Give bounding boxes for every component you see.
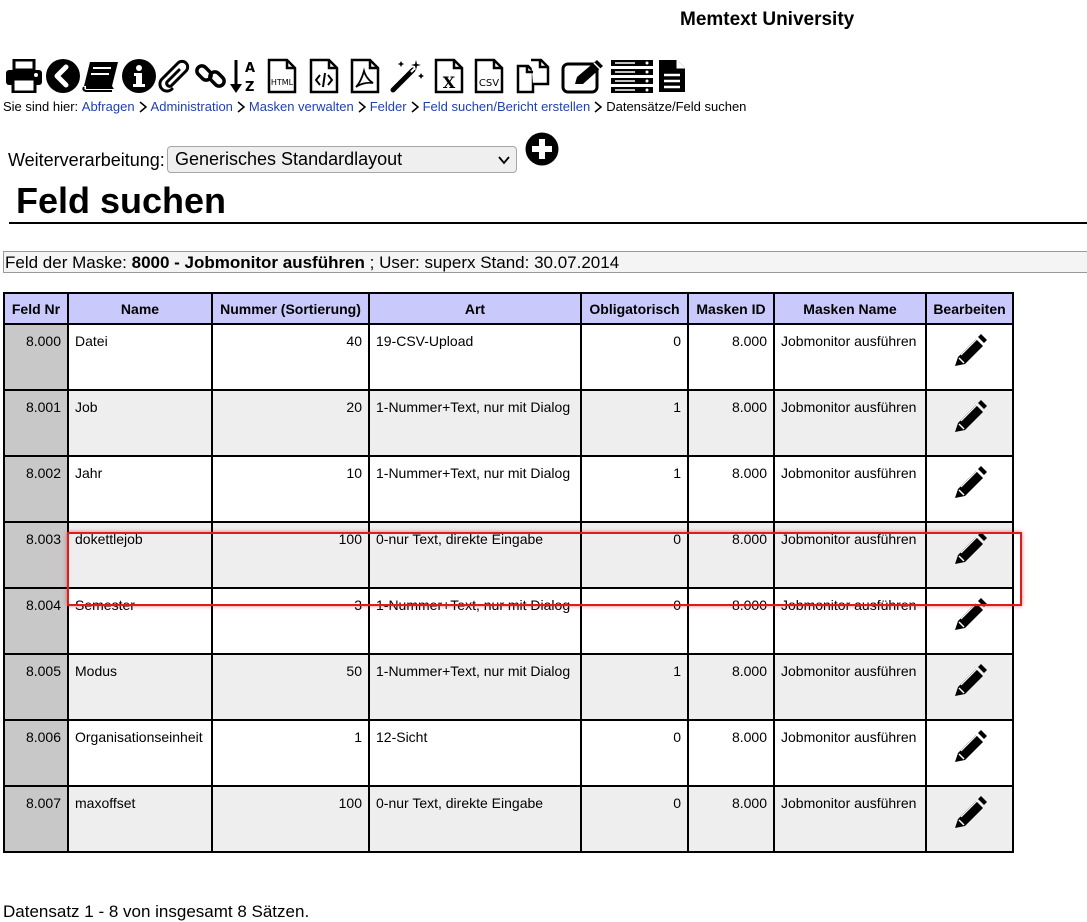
title-divider xyxy=(9,222,1087,224)
breadcrumb-link-abfragen[interactable]: Abfragen xyxy=(81,99,135,114)
cell-masken-id: 8.000 xyxy=(688,522,774,588)
cell-feld-nr: 8.001 xyxy=(4,390,68,456)
col-header-feld-nr[interactable]: Feld Nr xyxy=(4,293,68,324)
chevron-down-icon xyxy=(498,155,510,165)
cell-bearbeiten xyxy=(926,588,1013,654)
cell-art: 12-Sicht xyxy=(369,720,581,786)
col-header-masken-name[interactable]: Masken Name xyxy=(774,293,926,324)
edit-pencil-icon[interactable] xyxy=(952,333,988,370)
cell-masken-id: 8.000 xyxy=(688,390,774,456)
mask-info-bar xyxy=(3,251,1087,273)
col-header-nummer[interactable]: Nummer (Sortierung) xyxy=(212,293,369,324)
cell-feld-nr: 8.004 xyxy=(4,588,68,654)
chevron-right-icon xyxy=(234,100,248,114)
cell-feld-nr: 8.003 xyxy=(4,522,68,588)
table-row xyxy=(4,324,1013,390)
mask-info-prefix: Feld der Maske: xyxy=(5,253,132,272)
edit-pencil-icon[interactable] xyxy=(952,531,988,568)
cell-art: 19-CSV-Upload xyxy=(369,324,581,390)
chevron-right-icon xyxy=(136,100,150,114)
cell-nummer: 100 xyxy=(212,522,369,588)
table-row xyxy=(4,522,1013,588)
edit-pencil-icon[interactable] xyxy=(952,465,988,502)
record-count: Datensatz 1 - 8 von insgesamt 8 Sätzen. xyxy=(3,902,310,921)
toolbar xyxy=(4,56,689,96)
table-row xyxy=(4,786,1013,852)
cell-bearbeiten xyxy=(926,720,1013,786)
cell-bearbeiten xyxy=(926,456,1013,522)
csv-file-icon[interactable] xyxy=(469,56,509,96)
cell-masken-name: Jobmonitor ausführen xyxy=(774,522,926,588)
cell-feld-nr: 8.000 xyxy=(4,324,68,390)
table-row xyxy=(4,588,1013,654)
cell-masken-name: Jobmonitor ausführen xyxy=(774,720,926,786)
cell-bearbeiten xyxy=(926,324,1013,390)
cell-nummer: 40 xyxy=(212,324,369,390)
cell-nummer: 20 xyxy=(212,390,369,456)
server-list-icon[interactable] xyxy=(609,56,655,96)
col-header-art[interactable]: Art xyxy=(369,293,581,324)
cell-masken-name: Jobmonitor ausführen xyxy=(774,786,926,852)
cell-nummer: 10 xyxy=(212,456,369,522)
books-icon[interactable] xyxy=(82,56,120,96)
breadcrumb-link-administration[interactable]: Administration xyxy=(150,99,233,114)
table-row xyxy=(4,456,1013,522)
svg-text:A: A xyxy=(245,61,256,76)
cell-art: 0-nur Text, direkte Eingabe xyxy=(369,522,581,588)
info-icon[interactable] xyxy=(120,56,157,96)
copy-files-icon[interactable] xyxy=(509,56,559,96)
magic-wand-icon[interactable] xyxy=(385,56,429,96)
col-header-obligatorisch[interactable]: Obligatorisch xyxy=(581,293,688,324)
table-row xyxy=(4,390,1013,456)
cell-masken-id: 8.000 xyxy=(688,720,774,786)
col-header-name[interactable]: Name xyxy=(68,293,212,324)
edit-pencil-icon[interactable] xyxy=(952,399,988,436)
edit-pencil-icon[interactable] xyxy=(952,597,988,634)
cell-name: Organisationseinheit xyxy=(68,720,212,786)
cell-name: Job xyxy=(68,390,212,456)
cell-art: 1-Nummer+Text, nur mit Dialog xyxy=(369,588,581,654)
chevron-right-icon xyxy=(355,100,369,114)
cell-obligatorisch: 0 xyxy=(581,324,688,390)
weiterverarbeitung-select[interactable] xyxy=(167,146,517,173)
cell-bearbeiten xyxy=(926,786,1013,852)
chevron-right-icon xyxy=(408,100,422,114)
code-file-icon[interactable] xyxy=(303,56,345,96)
cell-masken-id: 8.000 xyxy=(688,456,774,522)
breadcrumb-link-felder[interactable]: Felder xyxy=(369,99,407,114)
edit-pencil-icon[interactable] xyxy=(952,795,988,832)
cell-art: 1-Nummer+Text, nur mit Dialog xyxy=(369,456,581,522)
cell-art: 1-Nummer+Text, nur mit Dialog xyxy=(369,390,581,456)
results-table xyxy=(3,292,1014,853)
cell-masken-id: 8.000 xyxy=(688,588,774,654)
html-label: HTML xyxy=(270,78,294,87)
cell-masken-name: Jobmonitor ausführen xyxy=(774,324,926,390)
cell-obligatorisch: 1 xyxy=(581,654,688,720)
add-button[interactable] xyxy=(525,132,559,171)
breadcrumb-current: Datensätze/Feld suchen xyxy=(606,99,747,114)
edit-pencil-icon[interactable] xyxy=(952,663,988,700)
link-icon[interactable] xyxy=(193,56,229,96)
breadcrumb xyxy=(3,99,746,114)
university-title: Memtext University xyxy=(680,9,855,30)
cell-feld-nr: 8.005 xyxy=(4,654,68,720)
html-file-icon[interactable] xyxy=(261,56,303,96)
cell-obligatorisch: 1 xyxy=(581,456,688,522)
weiterverarbeitung-label: Weiterverarbeitung: xyxy=(8,149,165,170)
edit-note-icon[interactable] xyxy=(559,56,609,96)
cell-nummer: 50 xyxy=(212,654,369,720)
breadcrumb-link-feld-suchen[interactable]: Feld suchen/Bericht erstellen xyxy=(422,99,591,114)
cell-masken-name: Jobmonitor ausführen xyxy=(774,588,926,654)
back-icon[interactable] xyxy=(44,56,82,96)
cell-masken-name: Jobmonitor ausführen xyxy=(774,654,926,720)
cell-name: Jahr xyxy=(68,456,212,522)
paperclip-icon[interactable] xyxy=(157,56,193,96)
cell-nummer: 100 xyxy=(212,786,369,852)
page-title: Feld suchen xyxy=(16,180,227,221)
cell-masken-id: 8.000 xyxy=(688,786,774,852)
breadcrumb-link-masken-verwalten[interactable]: Masken verwalten xyxy=(248,99,354,114)
csv-label: CSV xyxy=(478,78,500,89)
cell-feld-nr: 8.006 xyxy=(4,720,68,786)
weiterverarbeitung-selected: Generisches Standardlayout xyxy=(175,149,403,169)
svg-text:Z: Z xyxy=(245,80,255,94)
cell-obligatorisch: 1 xyxy=(581,390,688,456)
mask-info-name: 8000 - Jobmonitor ausführen xyxy=(131,253,365,272)
table-header-row xyxy=(4,293,1013,324)
cell-obligatorisch: 0 xyxy=(581,588,688,654)
col-header-masken-id[interactable]: Masken ID xyxy=(688,293,774,324)
col-header-bearbeiten: Bearbeiten xyxy=(926,293,1013,324)
cell-masken-id: 8.000 xyxy=(688,324,774,390)
cell-name: Semester xyxy=(68,588,212,654)
mask-info-suffix: ; User: superx Stand: 30.07.2014 xyxy=(369,253,620,272)
breadcrumb-prefix: Sie sind hier: xyxy=(3,99,79,114)
cell-name: Modus xyxy=(68,654,212,720)
cell-art: 0-nur Text, direkte Eingabe xyxy=(369,786,581,852)
cell-feld-nr: 8.002 xyxy=(4,456,68,522)
excel-file-icon[interactable] xyxy=(429,56,469,96)
cell-bearbeiten xyxy=(926,390,1013,456)
cell-name: maxoffset xyxy=(68,786,212,852)
cell-obligatorisch: 0 xyxy=(581,786,688,852)
cell-bearbeiten xyxy=(926,654,1013,720)
edit-pencil-icon[interactable] xyxy=(952,729,988,766)
cell-nummer: 3 xyxy=(212,588,369,654)
cell-obligatorisch: 0 xyxy=(581,720,688,786)
sort-az-icon[interactable] xyxy=(229,56,261,96)
cell-masken-name: Jobmonitor ausführen xyxy=(774,456,926,522)
document-icon[interactable] xyxy=(655,56,689,96)
cell-name: Datei xyxy=(68,324,212,390)
svg-text:X: X xyxy=(442,73,456,92)
table-row xyxy=(4,654,1013,720)
cell-name: dokettlejob xyxy=(68,522,212,588)
print-icon[interactable] xyxy=(4,56,44,96)
cell-obligatorisch: 0 xyxy=(581,522,688,588)
table-row xyxy=(4,720,1013,786)
cell-art: 1-Nummer+Text, nur mit Dialog xyxy=(369,654,581,720)
pdf-file-icon[interactable] xyxy=(345,56,385,96)
plus-circle-icon xyxy=(525,132,559,166)
cell-nummer: 1 xyxy=(212,720,369,786)
chevron-right-icon xyxy=(591,100,605,114)
cell-bearbeiten xyxy=(926,522,1013,588)
cell-masken-id: 8.000 xyxy=(688,654,774,720)
cell-masken-name: Jobmonitor ausführen xyxy=(774,390,926,456)
cell-feld-nr: 8.007 xyxy=(4,786,68,852)
